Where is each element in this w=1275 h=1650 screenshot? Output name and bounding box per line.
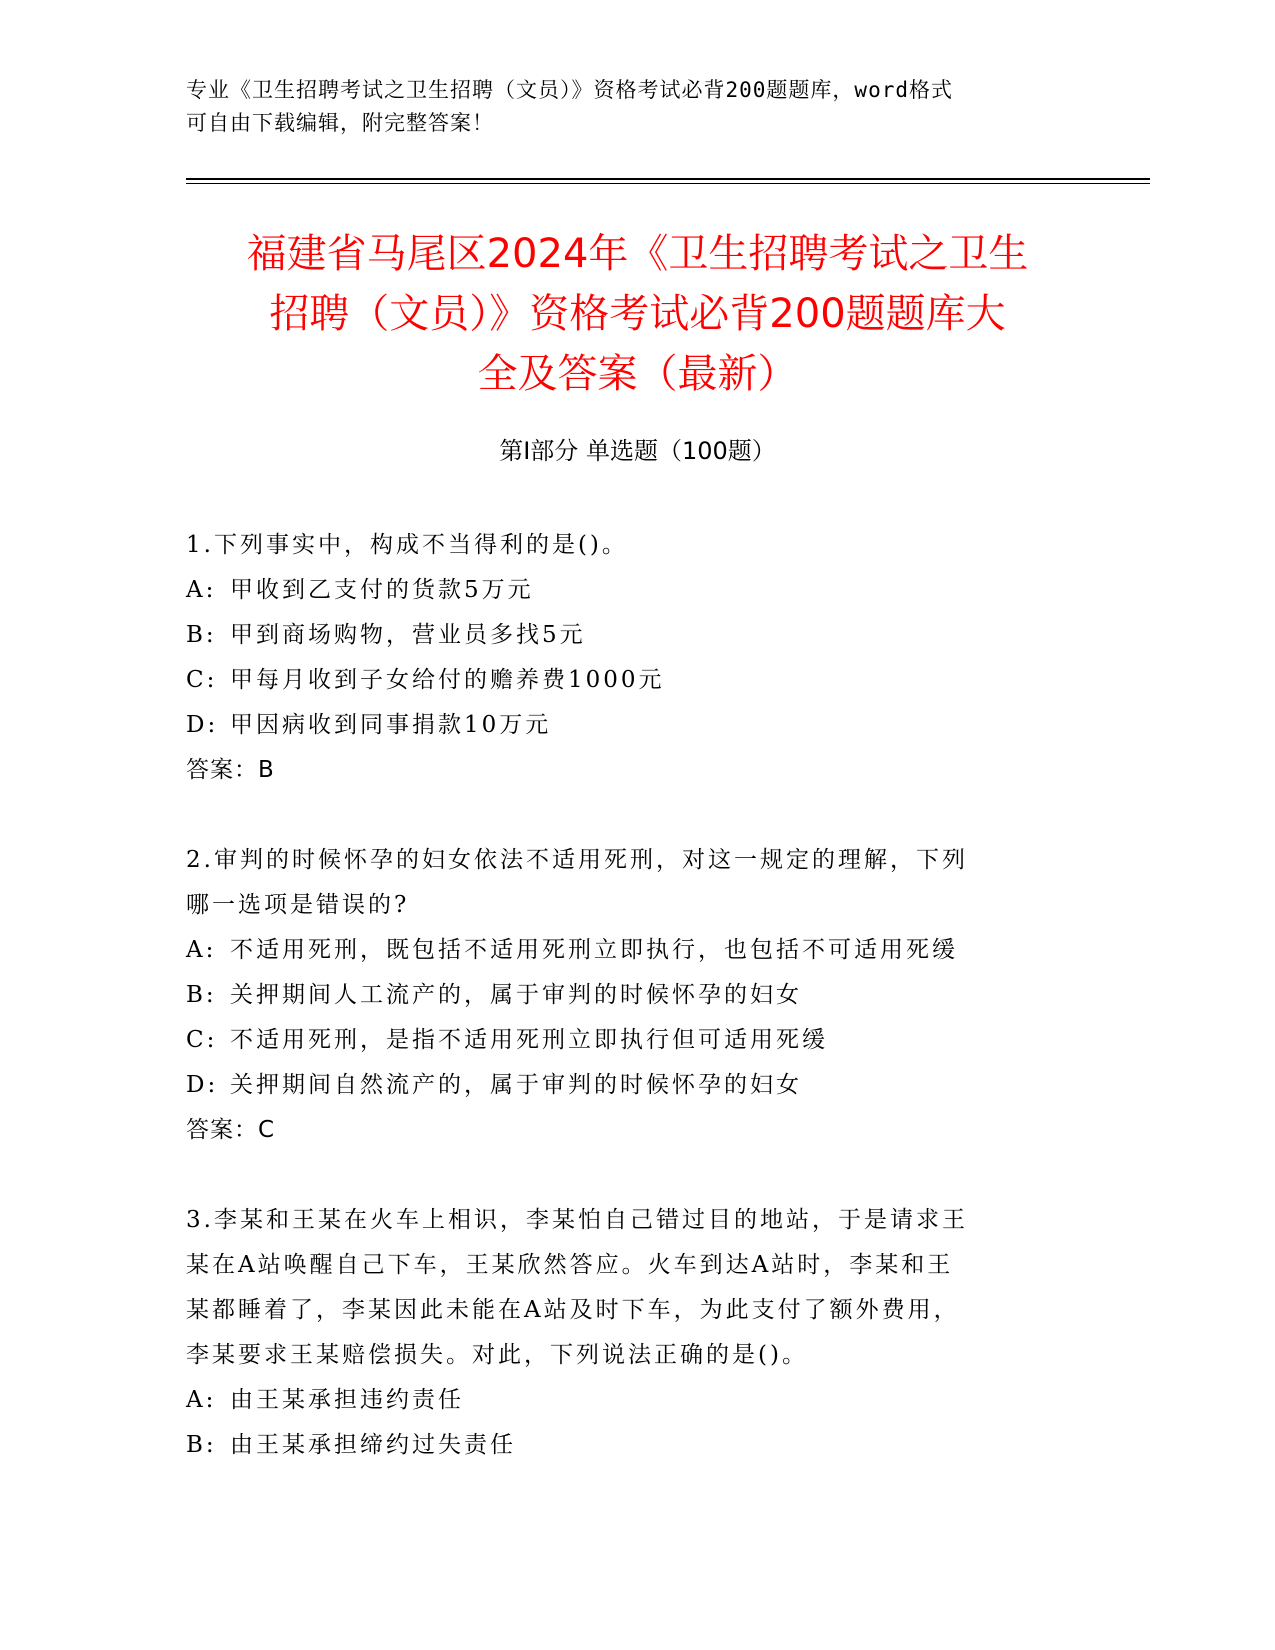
header-note-line-2: 可自由下载编辑，附完整答案！	[186, 111, 494, 135]
option-d	[186, 703, 1066, 748]
question-stem-line-1: 3.李某和王某在火车上相识，李某怕自己错过目的地站，于是请求王	[186, 1207, 968, 1233]
question-1	[186, 523, 1066, 793]
answer: 答案：C	[186, 1117, 276, 1143]
document-title-line-2: 招聘（文员）》资格考试必背200题题库大	[269, 291, 1006, 337]
document-title-line-1: 福建省马尾区2024年《卫生招聘考试之卫生	[246, 231, 1029, 277]
question-list	[186, 523, 1066, 1513]
document-title-line-3: 全及答案（最新）	[477, 351, 798, 397]
option-text: 甲到商场购物，营业员多找5元	[230, 622, 586, 648]
option-a	[186, 568, 1066, 613]
header-divider-thin	[186, 183, 1150, 184]
question-3	[186, 1198, 1066, 1468]
option-label: B:	[186, 982, 217, 1008]
section-heading: 第Ⅰ部分 单选题（100题）	[499, 437, 776, 465]
option-text: 不适用死刑，既包括不适用死刑立即执行，也包括不可适用死缓	[230, 937, 958, 963]
option-label: A:	[186, 1387, 217, 1413]
question-stem-line-1: 2.审判的时候怀孕的妇女依法不适用死刑，对这一规定的理解，下列	[186, 847, 968, 873]
question-stem-line-2: 哪一选项是错误的?	[186, 892, 410, 918]
option-b	[186, 1423, 1066, 1468]
option-text: 关押期间自然流产的，属于审判的时候怀孕的妇女	[230, 1072, 802, 1098]
option-a	[186, 928, 1066, 973]
option-text: 由王某承担缔约过失责任	[230, 1432, 516, 1458]
option-d	[186, 1063, 1066, 1108]
option-text: 甲每月收到子女给付的赡养费1000元	[230, 667, 665, 693]
option-label: C:	[186, 667, 218, 693]
option-text: 关押期间人工流产的，属于审判的时候怀孕的妇女	[230, 982, 802, 1008]
question-stem-line-3: 某都睡着了，李某因此未能在A站及时下车，为此支付了额外费用，	[186, 1297, 960, 1323]
option-label: D:	[186, 1072, 219, 1098]
question-2	[186, 838, 1066, 1153]
option-text: 甲因病收到同事捐款10万元	[230, 712, 552, 738]
option-text: 不适用死刑，是指不适用死刑立即执行但可适用死缓	[230, 1027, 828, 1053]
answer: 答案：B	[186, 757, 275, 783]
document-title	[180, 224, 1095, 404]
option-a	[186, 1378, 1066, 1423]
option-label: A:	[186, 577, 217, 603]
option-b	[186, 613, 1066, 658]
header-divider-thick	[186, 178, 1150, 180]
option-label: B:	[186, 622, 217, 648]
option-label: B:	[186, 1432, 217, 1458]
header-note	[186, 74, 1066, 140]
question-stem: 1.下列事实中，构成不当得利的是()。	[186, 532, 628, 558]
option-b	[186, 973, 1066, 1018]
option-label: C:	[186, 1027, 218, 1053]
question-stem-line-4: 李某要求王某赔偿损失。对此，下列说法正确的是()。	[186, 1342, 808, 1368]
option-text: 甲收到乙支付的货款5万元	[230, 577, 534, 603]
option-label: A:	[186, 937, 217, 963]
question-stem-line-2: 某在A站唤醒自己下车，王某欣然答应。火车到达A站时，李某和王	[186, 1252, 954, 1278]
option-c	[186, 1018, 1066, 1063]
header-note-line-1: 专业《卫生招聘考试之卫生招聘（文员）》资格考试必背200题题库，word格式	[186, 78, 953, 102]
option-text: 由王某承担违约责任	[230, 1387, 464, 1413]
option-c	[186, 658, 1066, 703]
option-label: D:	[186, 712, 219, 738]
